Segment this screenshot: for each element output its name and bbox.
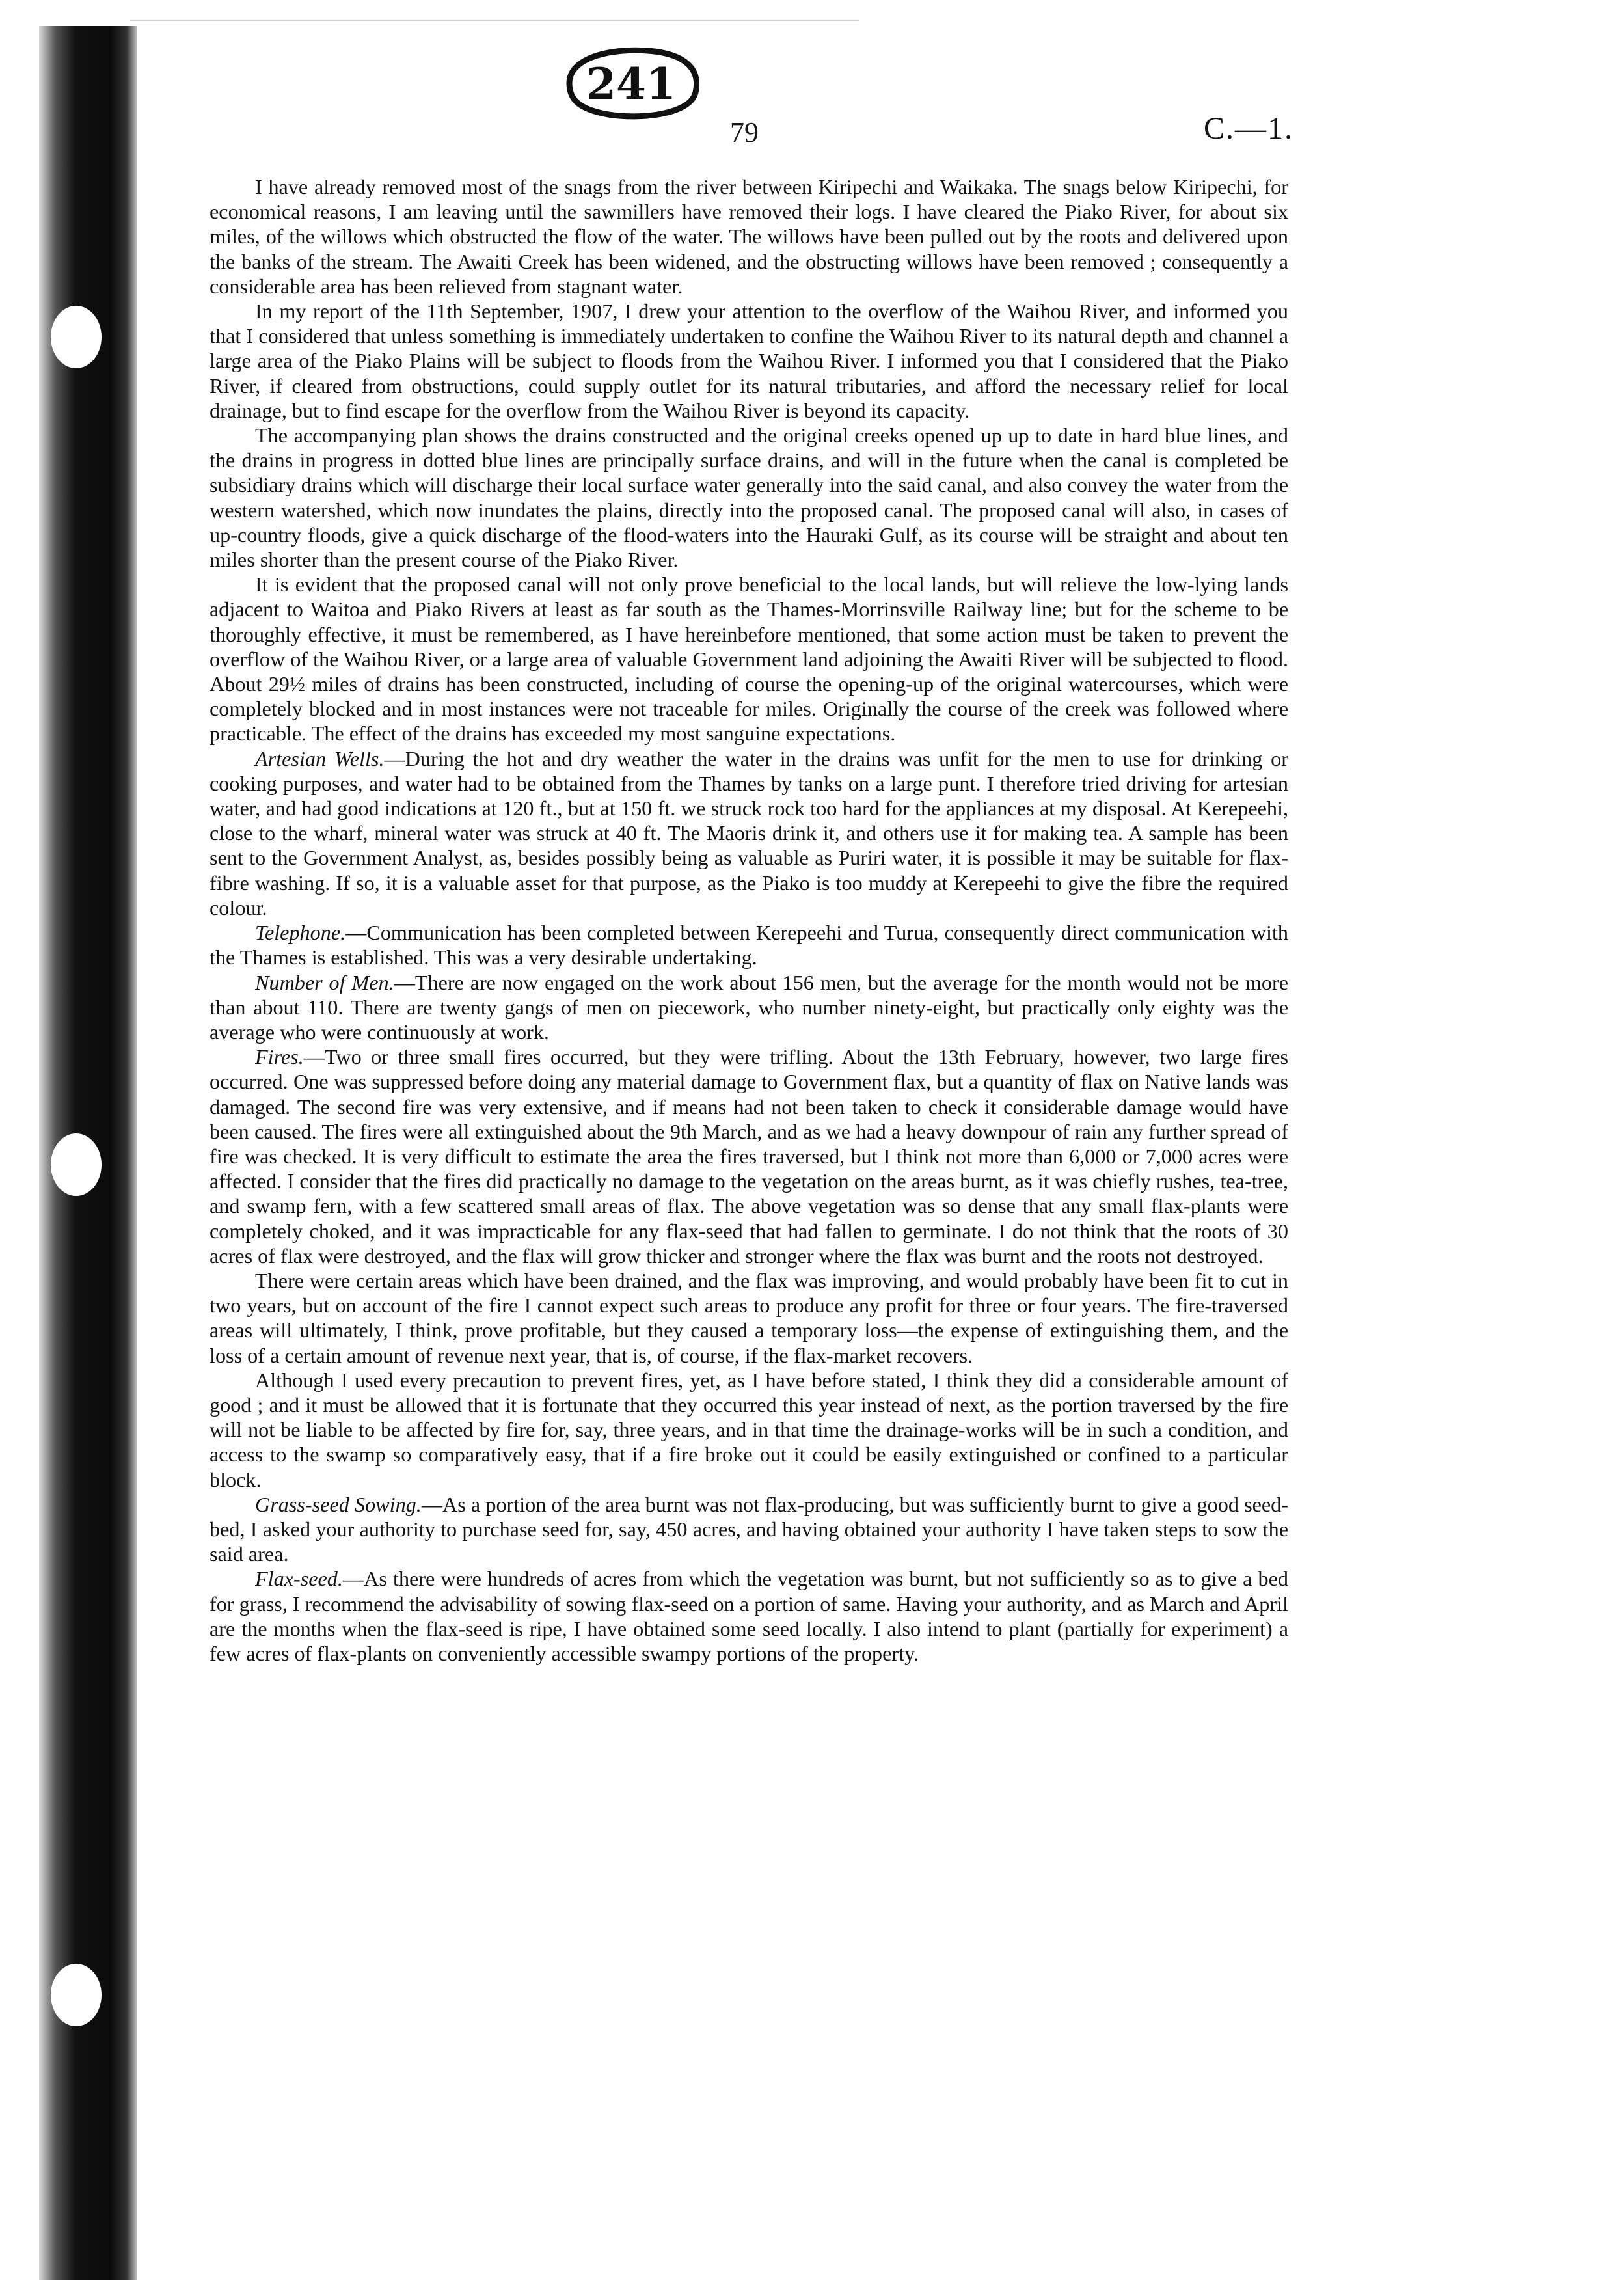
- paragraph-text: —As there were hundreds of acres from which the vegetation was burnt, but not sufficiently so as to give a bed for grass, I recommend the advisability of sowing flax-seed on a portion of same. Having your authority, and as March and April are the months when the flax-seed is ripe, I have obtained some seed locally. I also intend to plant (partially for experiment) a few acres of flax-plants on conveniently accessible swampy portions of the property.: [210, 1567, 1288, 1665]
- paragraph: [210, 920, 1288, 970]
- paragraph-text: I have already removed most of the snags from the river between Kiripechi and Waikaka. The snags below Kiripechi, for economical reasons, I am leaving until the sawmillers have removed their logs. I have cleared the Piako River, for about six miles, of the willows which obstructed the flow of the water. The willows have been pulled out by the roots and delivered upon the banks of the stream. The Awaiti Creek has been widened, and the obstructing willows have been removed ; consequently a considerable area has been relieved from stagnant water.: [210, 175, 1288, 298]
- paragraph-text: —During the hot and dry weather the water in the drains was unfit for the men to use for drinking or cooking purposes, and water had to be obtained from the Thames by tanks on a large punt. I therefore tried driving for artesian water, and had good indications at 120 ft., but at 150 ft. we struck rock too hard for the appliances at my disposal. At Kerepeehi, close to the wharf, mineral water was struck at 40 ft. The Maoris drink it, and others use it for making tea. A sample has been sent to the Government Analyst, as, besides possibly being as valuable as Puriri water, it is possible it may be suitable for flax-fibre washing. If so, it is a valuable asset for that purpose, as the Piako is too muddy at Kerepeehi to give the fibre the required colour.: [210, 746, 1288, 919]
- paragraph-text: There were certain areas which have been drained, and the flax was improving, and would probably have been fit to cut in two years, but on account of the fire I cannot expect such areas to produce any profit for three or four years. The fire-traversed areas will ultimately, I think, prove profitable, but they caused a temporary loss—the expense of extinguishing them, and the loss of a certain amount of revenue next year, that is, of course, if the flax-market recovers.: [210, 1268, 1288, 1367]
- paragraph: [210, 1566, 1288, 1666]
- paragraph: [210, 299, 1288, 423]
- paragraph-text: It is evident that the proposed canal will not only prove beneficial to the local lands, but will relieve the low-lying lands adjacent to Waitoa and Piako Rivers at least as far south as the Thames-Morrinsville Railway line; but for the scheme to be thoroughly effective, it must be remembered, as I have hereinbefore mentioned, that some action must be taken to prevent the overflow of the Waihou River, or a large area of valuable Government land adjoining the Awaiti River will be subjected to flood. About 29½ miles of drains has been constructed, including of course the opening-up of the original watercourses, which were completely blocked and in most instances were not traceable for miles. Originally the course of the creek was followed where practicable. The effect of the drains has exceeded my most sanguine expectations.: [210, 573, 1288, 746]
- stamp-text: 241: [586, 59, 676, 109]
- punch-hole: [51, 306, 102, 368]
- paragraph-title: Flax-seed.: [255, 1567, 343, 1591]
- paragraph: [210, 746, 1288, 920]
- document-reference: C.—1.: [1204, 111, 1294, 146]
- paragraph-text: —Two or three small fires occurred, but they were trifling. About the 13th February, however, two large fires occurred. One was suppressed before doing any material damage to Government flax, but a quantity of flax on Native lands was damaged. The second fire was very extensive, and if means had not been taken to check it considerable damage would have been caused. The fires were all extinguished about the 9th March, and as we had a heavy downpour of rain any further spread of fire was checked. It is very difficult to estimate the area the fires traversed, but I think not more than 6,000 or 7,000 acres were affected. I consider that the fires did practically no damage to the vegetation on the areas burnt, as it was chiefly rushes, tea-tree, and swamp fern, with a few scattered small areas of flax. The above vegetation was so dense that any small flax-plants were completely choked, and it was impracticable for any flax-seed that had fallen to germinate. I do not think that the roots of 30 acres of flax were destroyed, and the flax will grow thicker and stronger where the flax was burnt and the roots not destroyed.: [210, 1045, 1288, 1268]
- punch-hole: [51, 1133, 102, 1196]
- punch-hole: [51, 1964, 102, 2026]
- paragraph-text: —There are now engaged on the work about 156 men, but the average for the month would not be more than about 110. There are twenty gangs of men on piecework, who number ninety-eight, but practically only eighty was the average who were continuously at work.: [210, 970, 1288, 1044]
- top-edge-rule: [130, 20, 859, 21]
- paragraph: [210, 970, 1288, 1045]
- paragraph-text: —Communication has been completed between Kerepeehi and Turua, consequently direct communication with the Thames is established. This was a very desirable undertaking.: [210, 921, 1288, 970]
- paragraph: [210, 1268, 1288, 1368]
- paragraph-text: —As a portion of the area burnt was not flax-producing, but was sufficiently burnt to give a good seed-bed, I asked your authority to purchase seed for, say, 450 acres, and having obtained your authority I have taken steps to sow the said area.: [210, 1492, 1288, 1566]
- paragraph: [210, 1368, 1288, 1492]
- body-text: [210, 174, 1288, 1666]
- paragraph: [210, 1492, 1288, 1567]
- paragraph-title: Fires.: [255, 1045, 304, 1069]
- paragraph-text: Although I used every precaution to prevent fires, yet, as I have before stated, I think they did a considerable amount of good ; and it must be allowed that it is fortunate that they occurred this year instead of next, as the portion traversed by the fire will not be liable to be affected by fire for, say, three years, and in that time the drainage-works will be in such a condition, and access to the swamp so comparatively easy, that if a fire broke out it could be easily extinguished or confined to a particular block.: [210, 1368, 1288, 1491]
- paragraph: [210, 174, 1288, 299]
- page-number: 79: [730, 116, 759, 148]
- paragraph-title: Grass-seed Sowing.: [255, 1492, 422, 1516]
- paragraph-title: Telephone.: [255, 921, 346, 945]
- paragraph-text: In my report of the 11th September, 1907, I drew your attention to the overflow of the Waihou River, and informed you that I considered that unless something is immediately undertaken to confine the Waihou River to its natural depth and channel a large area of the Piako Plains will be subject to floods from the Waihou River. I informed you that I considered that the Piako River, if cleared from obstructions, could supply outlet for its natural tributaries, and afford the necessary relief for local drainage, but to find escape for the overflow from the Waihou River is beyond its capacity.: [210, 299, 1288, 422]
- paragraph-title: Number of Men.: [255, 970, 394, 994]
- paragraph-title: Artesian Wells.: [255, 746, 385, 770]
- paragraph-text: The accompanying plan shows the drains constructed and the original creeks opened up up to date in hard blue lines, and the drains in progress in dotted blue lines are principally surface drains, and will in the future when the canal is completed be subsidiary drains which will discharge their local surface water generally into the said canal, and also convey the water from the western watershed, which now inundates the plains, directly into the proposed canal. The proposed canal will also, in cases of up-country floods, give a quick discharge of the flood-waters into the Hauraki Gulf, as its course will be straight and about ten miles shorter than the present course of the Piako River.: [210, 424, 1288, 572]
- paragraph: [210, 1044, 1288, 1268]
- paragraph: [210, 572, 1288, 746]
- handwritten-page-stamp: [556, 44, 706, 122]
- paragraph: [210, 423, 1288, 572]
